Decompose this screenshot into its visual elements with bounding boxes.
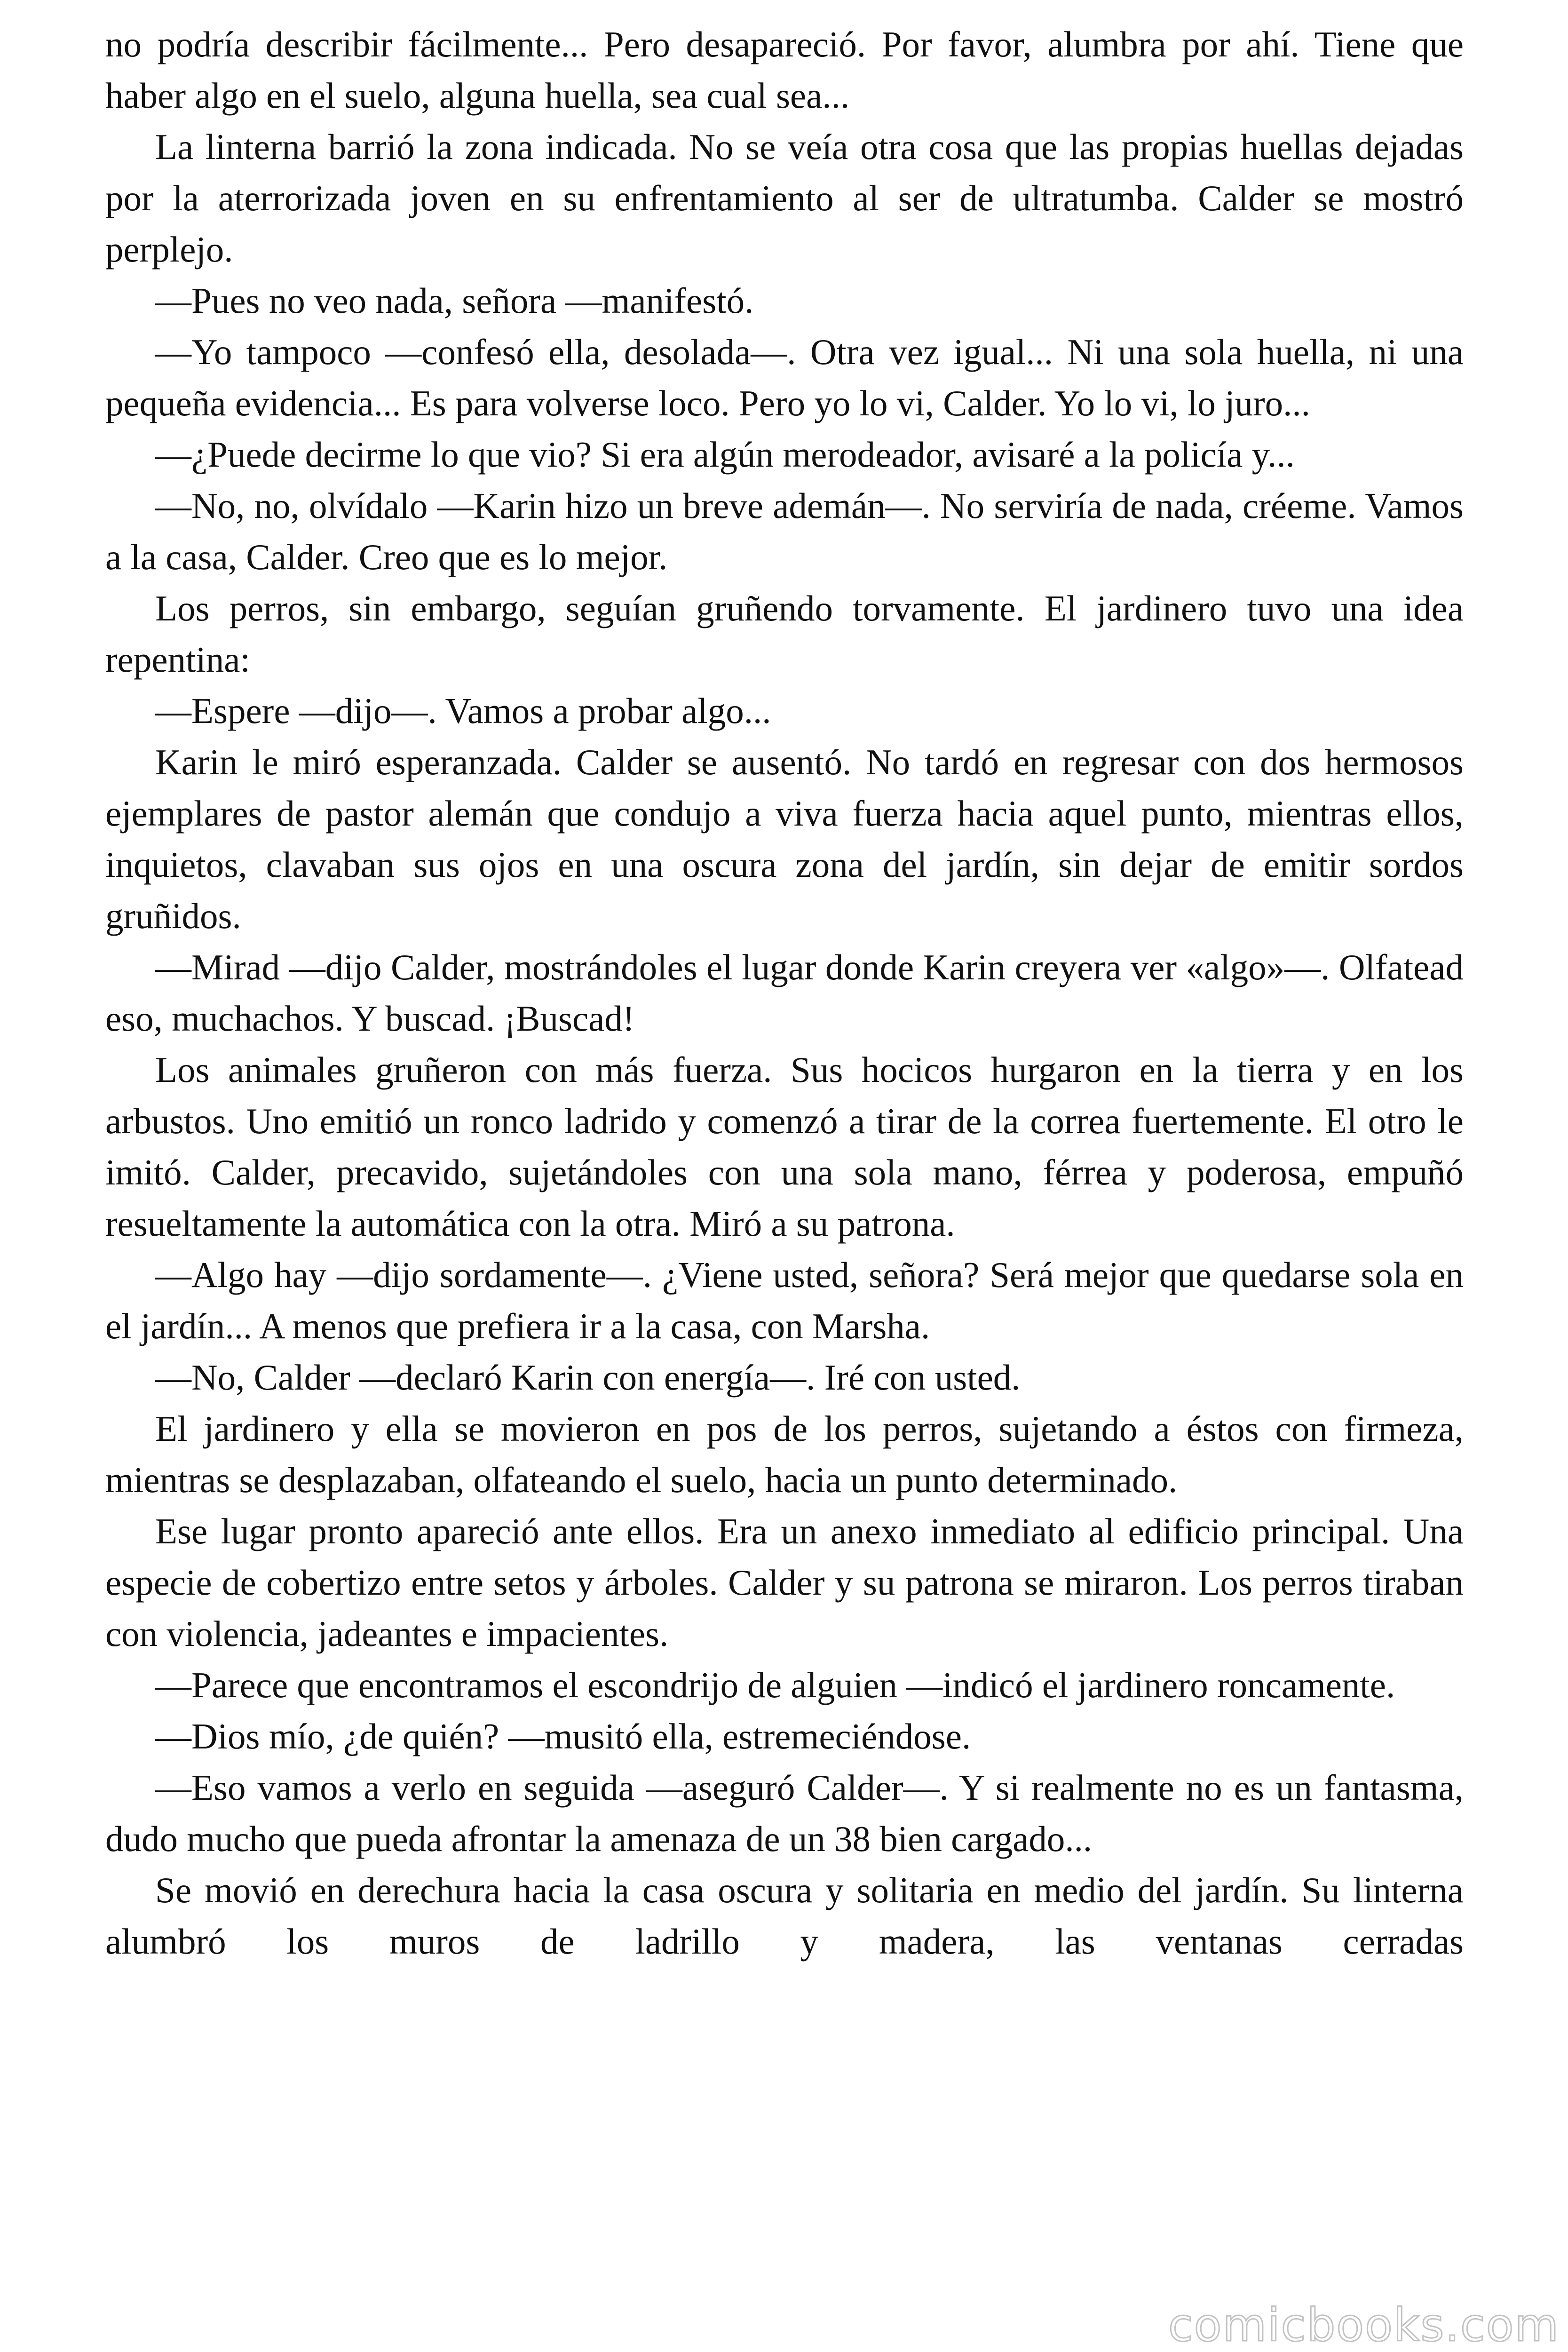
paragraph: Ese lugar pronto apareció ante ellos. Era un anexo inmediato al edificio principal. Una especie de cobertizo entre setos y árboles. Calder y su patrona se miraron. Los perros tiraban con violencia, jadeantes e impacientes. <box>105 1511 1464 1654</box>
paragraph: La linterna barrió la zona indicada. No se veía otra cosa que las propias huellas dejadas por la aterrorizada joven en su enfrentamiento al ser de ultratumba. Calder se mostró perplejo. <box>105 127 1464 270</box>
book-page-text <box>105 19 1464 1967</box>
paragraph: Karin le miró esperanzada. Calder se ausentó. No tardó en regresar con dos hermosos ejemplares de pastor alemán que condujo a viva fuerza hacia aquel punto, mientras ellos, inquietos, clavaban sus ojos en una oscura zona del jardín, sin dejar de emitir sordos gruñidos. <box>105 742 1464 936</box>
paragraph: —No, no, olvídalo —Karin hizo un breve ademán—. No serviría de nada, créeme. Vamos a la casa, Calder. Creo que es lo mejor. <box>105 485 1464 577</box>
paragraph: —No, Calder —declaró Karin con energía—. Iré con usted. <box>155 1357 1021 1398</box>
paragraph: El jardinero y ella se movieron en pos de los perros, sujetando a éstos con firmeza, mientras se desplazaban, olfateando el suelo, hacia un punto determinado. <box>105 1408 1464 1500</box>
paragraph: —Eso vamos a verlo en seguida —aseguró Calder—. Y si realmente no es un fantasma, dudo mucho que pueda afrontar la amenaza de un 38 bien cargado... <box>105 1767 1464 1859</box>
paragraph: —Algo hay —dijo sordamente—. ¿Viene usted, señora? Será mejor que quedarse sola en el jardín... A menos que prefiera ir a la casa, con Marsha. <box>105 1255 1464 1346</box>
paragraph: —Mirad —dijo Calder, mostrándoles el lugar donde Karin creyera ver «algo»—. Olfatead eso, muchachos. Y buscad. ¡Buscad! <box>105 947 1464 1039</box>
paragraph: —Dios mío, ¿de quién? —musitó ella, estremeciéndose. <box>155 1716 971 1756</box>
paragraph: no podría describir fácilmente... Pero desapareció. Por favor, alumbra por ahí. Tiene que haber algo en el suelo, alguna huella, sea cual sea... <box>105 24 1464 116</box>
paragraph: —Parece que encontramos el escondrijo de alguien —indicó el jardinero roncamente. <box>155 1665 1395 1705</box>
paragraph: Los perros, sin embargo, seguían gruñendo torvamente. El jardinero tuvo una idea repentina: <box>105 588 1464 680</box>
paragraph: —Yo tampoco —confesó ella, desolada—. Otra vez igual... Ni una sola huella, ni una pequeña evidencia... Es para volverse loco. Pero yo lo vi, Calder. Yo lo vi, lo juro... <box>105 332 1464 423</box>
paragraph: Los animales gruñeron con más fuerza. Sus hocicos hurgaron en la tierra y en los arbustos. Uno emitió un ronco ladrido y comenzó a tirar de la correa fuertemente. El otro le imitó. Calder, precavido, sujetándoles con una sola mano, férrea y poderosa, empuñó resueltamente la automática con la otra. Miró a su patrona. <box>105 1049 1464 1244</box>
paragraph: Se movió en derechura hacia la casa oscura y solitaria en medio del jardín. Su linterna alumbró los muros de ladrillo y madera, las ventanas cerradas <box>105 1870 1464 1962</box>
watermark: comicbooks.com <box>1168 2299 1560 2352</box>
paragraph: —¿Puede decirme lo que vio? Si era algún merodeador, avisaré a la policía y... <box>155 434 1295 475</box>
paragraph: —Pues no veo nada, señora —manifestó. <box>155 280 754 321</box>
paragraph: —Espere —dijo—. Vamos a probar algo... <box>155 691 771 731</box>
